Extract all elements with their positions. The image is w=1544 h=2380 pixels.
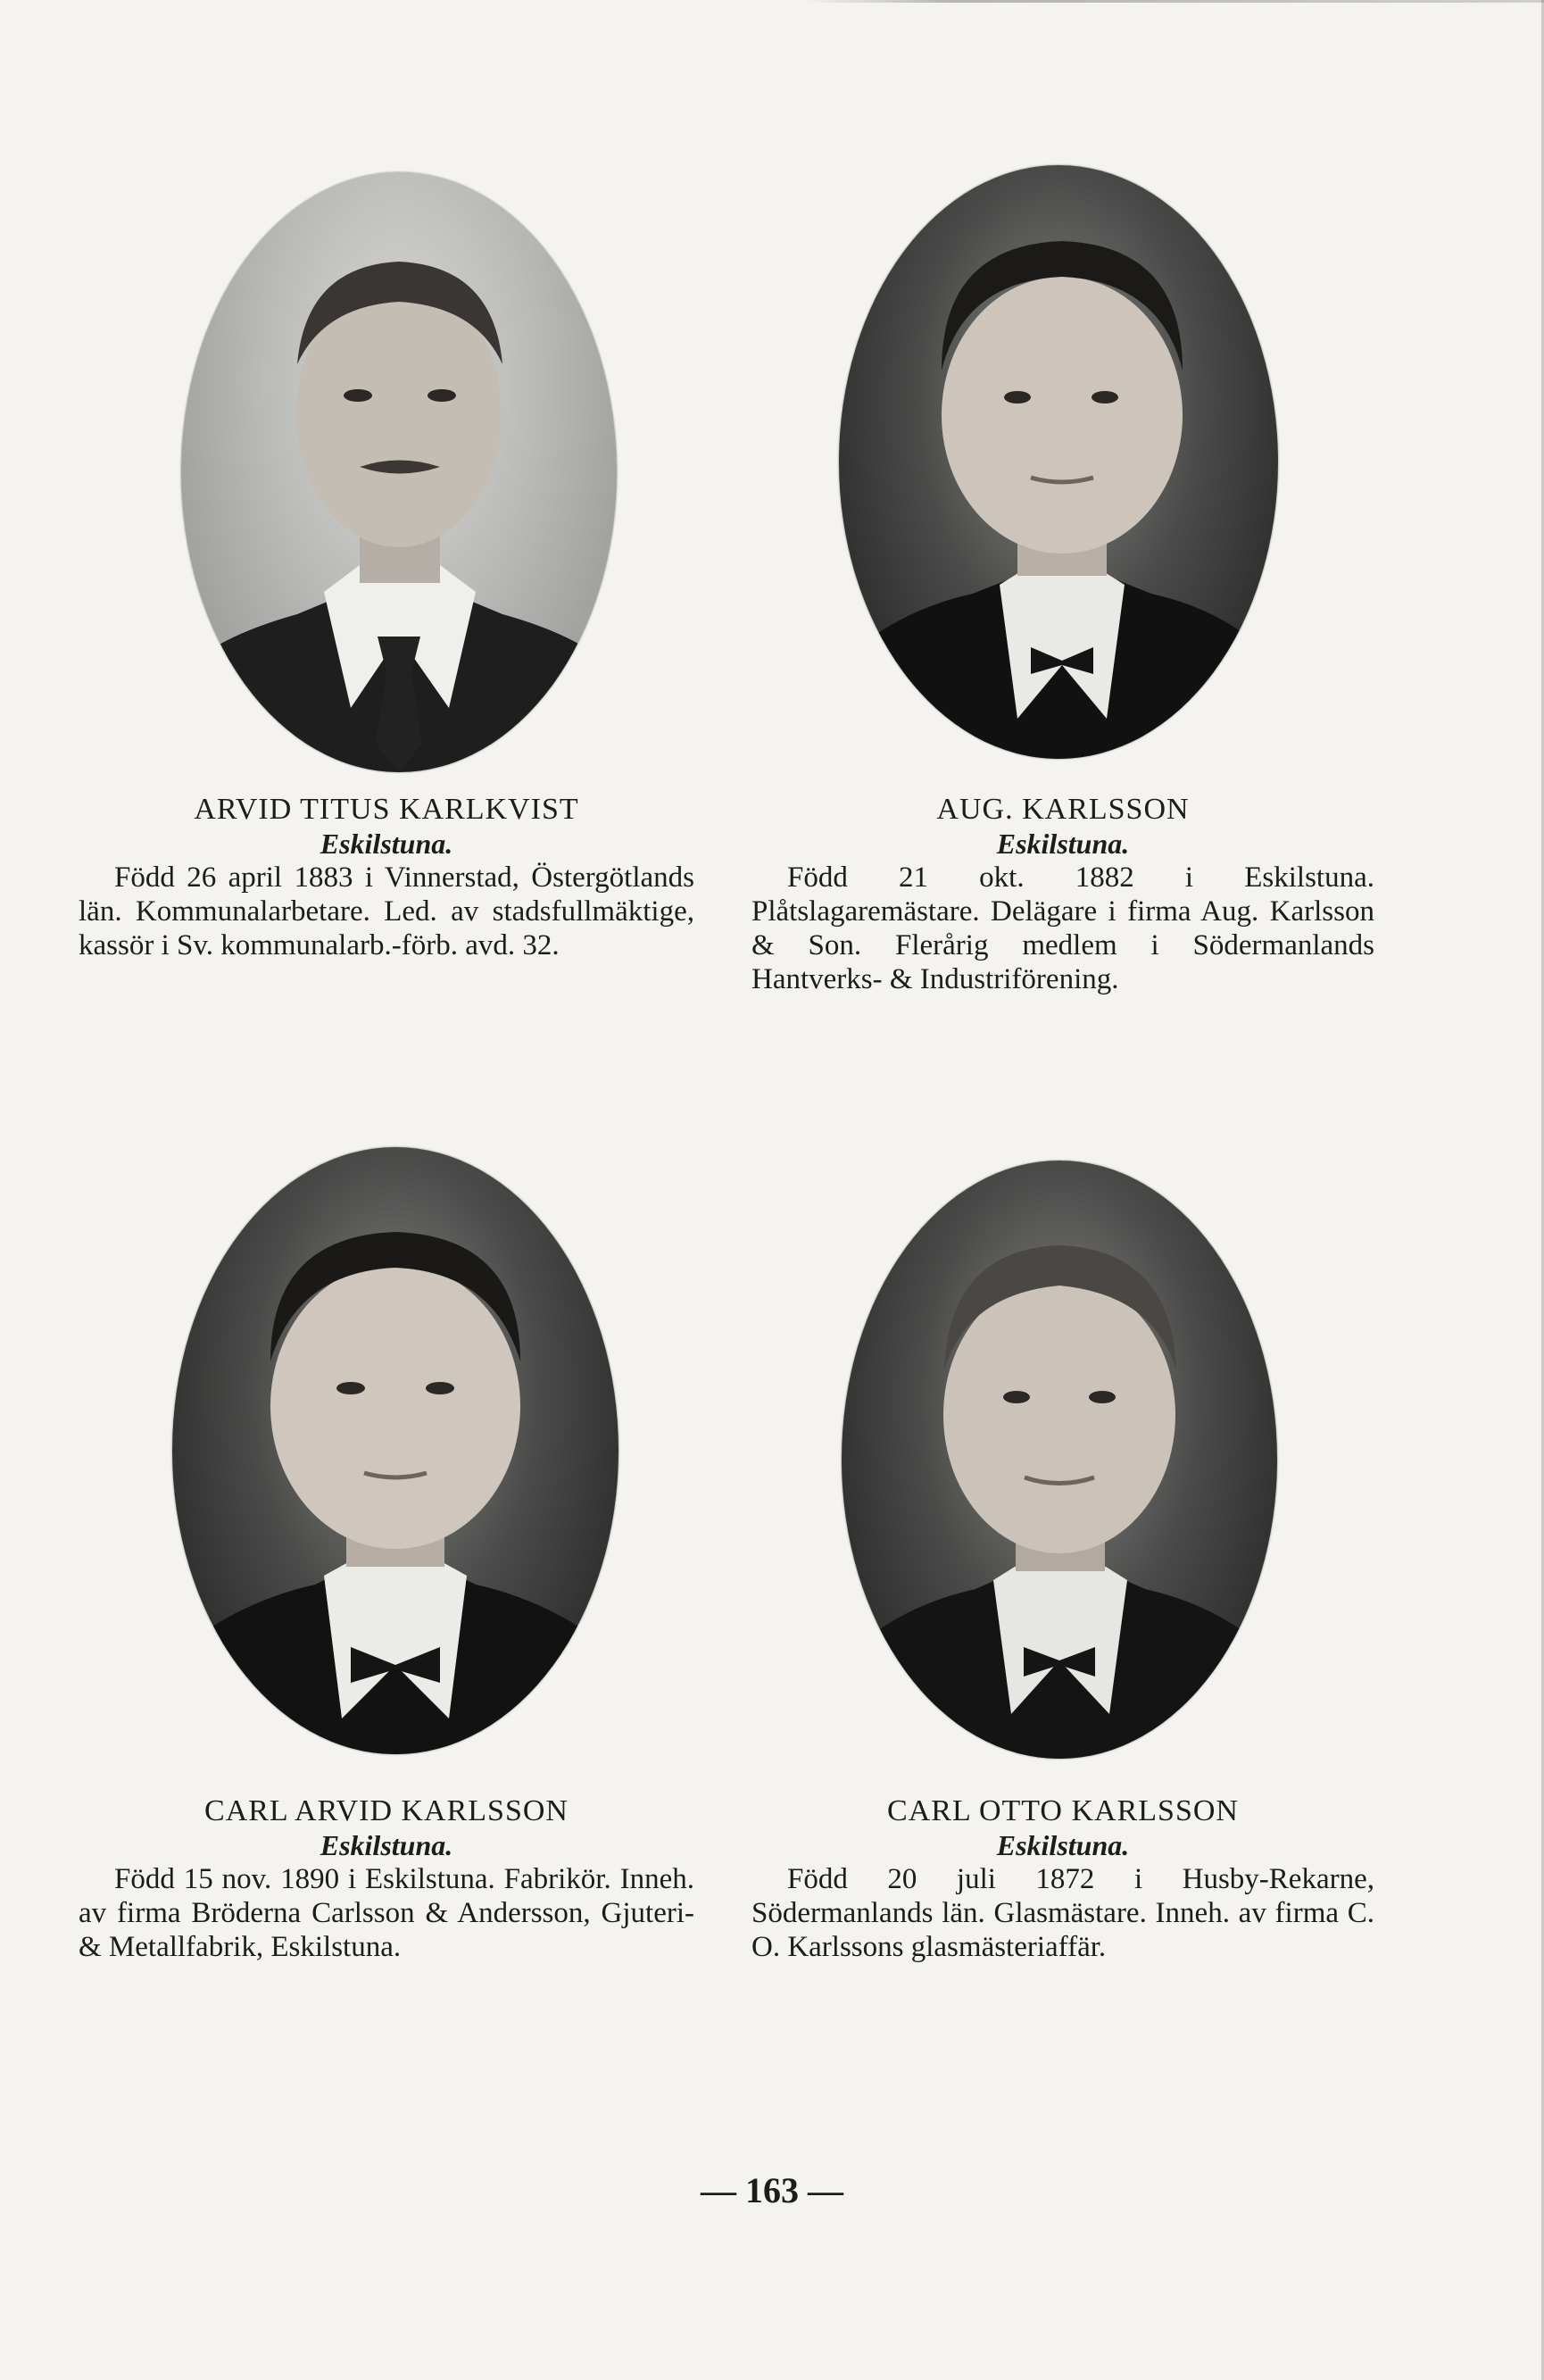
caption-carl-otto-karlsson [751, 1794, 1374, 1964]
person-bio: Född 15 nov. 1890 i Eskilstuna. Fabrikör. Inneh. av firma Bröderna Carlsson & Andersson, Gjuteri- & Metallfabrik, Eskilstuna. [79, 1863, 694, 1963]
page-edge-top [803, 0, 1544, 3]
person-bio: Född 26 april 1883 i Vinnerstad, Östergötlands län. Kommunalarbetare. Led. av stadsfullmäktige, kassör i Sv. kommunalarb.-förb. avd. 32. [79, 861, 694, 961]
caption-aug-karlsson [751, 793, 1374, 996]
portrait-photo-aug-karlsson [839, 165, 1278, 759]
person-place: Eskilstuna. [996, 1829, 1130, 1861]
person-bio: Född 21 okt. 1882 i Eskilstuna. Plåtslagaremästare. Delägare i firma Aug. Karlsson & Son. Flerårig medlem i Södermanlands Hantverks- & Industriförening. [751, 861, 1374, 995]
portrait-photo-carl-otto-karlsson [842, 1161, 1277, 1759]
person-name: ARVID TITUS KARLKVIST [194, 793, 579, 826]
caption-karlkvist [79, 793, 694, 962]
person-place: Eskilstuna. [320, 1829, 453, 1861]
person-name: AUG. KARLSSON [936, 793, 1190, 826]
page-number: — 163 — [701, 2170, 843, 2210]
person-name: CARL ARVID KARLSSON [204, 1794, 569, 1827]
person-place: Eskilstuna. [996, 828, 1130, 860]
portrait-photo-carl-arvid-karlsson [172, 1147, 618, 1754]
portrait-photo-karlkvist [181, 172, 617, 772]
caption-carl-arvid-karlsson [79, 1794, 694, 1964]
person-name: CARL OTTO KARLSSON [887, 1794, 1239, 1827]
person-place: Eskilstuna. [320, 828, 453, 860]
person-bio: Född 20 juli 1872 i Husby-Rekarne, Södermanlands län. Glasmästare. Inneh. av firma C. O. Karlssons glasmästeriaffär. [751, 1863, 1374, 1963]
